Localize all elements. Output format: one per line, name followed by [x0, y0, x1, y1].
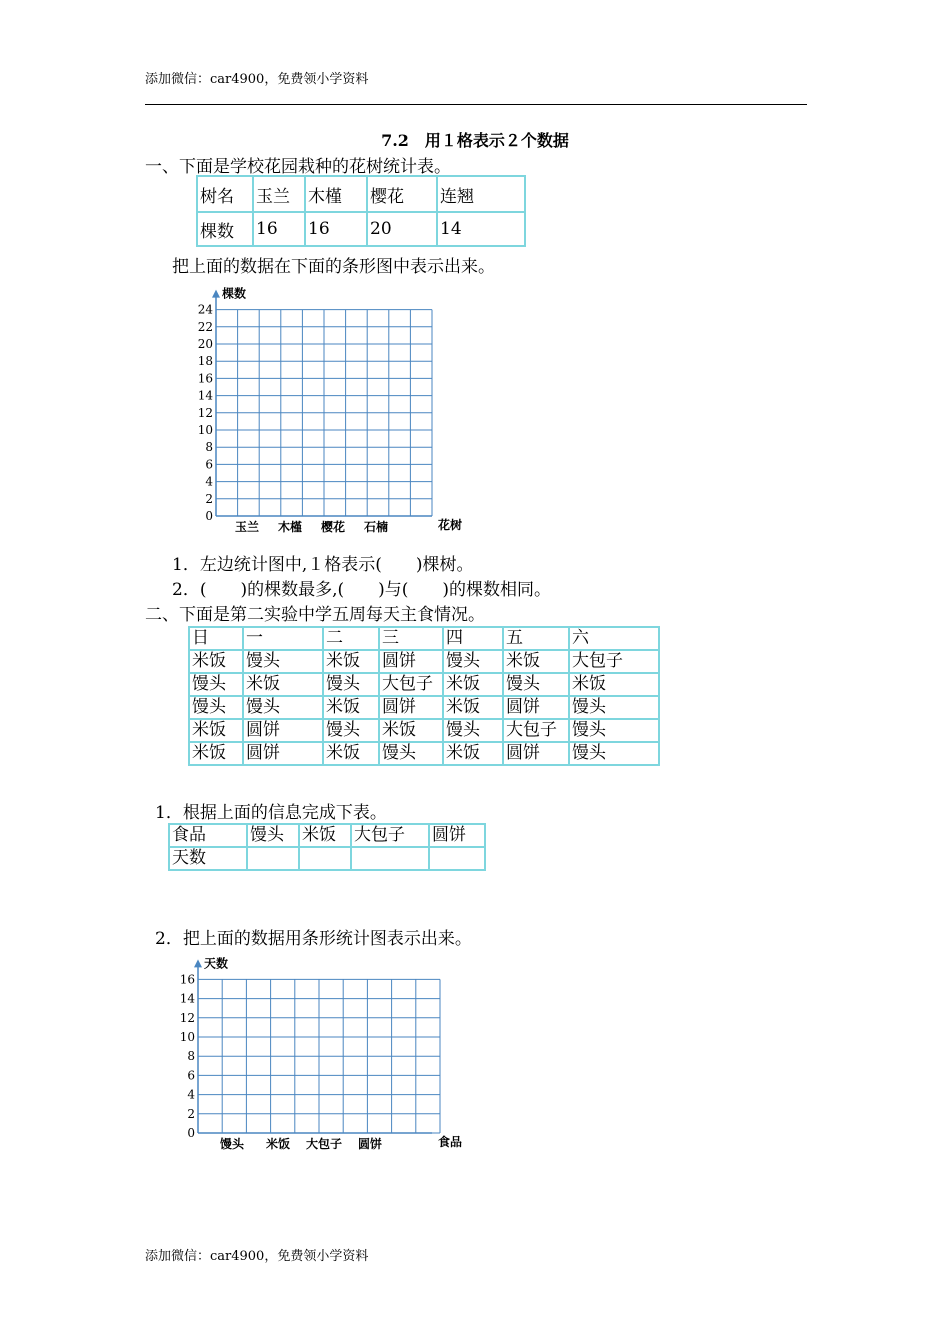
table-cell: 馒头: [189, 696, 243, 719]
table-row: [189, 650, 659, 673]
table-cell: 二: [323, 627, 379, 650]
y-tick-label: 12: [197, 405, 213, 420]
table-cell: 米饭: [379, 719, 443, 742]
table-cell: 五: [503, 627, 569, 650]
table-cell: 米饭: [323, 650, 379, 673]
y-tick-label: 14: [179, 991, 195, 1006]
x-axis-label: 花树: [438, 518, 463, 532]
table-cell: 馒头: [569, 719, 659, 742]
table-cell: 米饭: [189, 719, 243, 742]
section1-question-2: 2．( )的棵数最多,( )与( )的棵数相同。: [172, 580, 552, 600]
x-category-label: 大包子: [305, 1137, 343, 1151]
food-table: [188, 626, 660, 766]
table-cell: 天数: [169, 847, 247, 870]
x-category-label: 米饭: [265, 1137, 291, 1151]
y-tick-label: 8: [205, 440, 213, 455]
table-cell: 一: [243, 627, 323, 650]
section1-heading: 一、下面是学校花园栽种的花树统计表。: [145, 157, 451, 177]
food-bar-chart-grid: [170, 940, 480, 1155]
y-tick-label: 22: [197, 319, 213, 334]
section2-heading: 二、下面是第二实验中学五周每天主食情况。: [145, 605, 485, 625]
footer-note: 添加微信：car4900，免费领小学资料: [145, 1249, 369, 1264]
table-cell: 馒头: [569, 696, 659, 719]
table-cell: 馒头: [323, 673, 379, 696]
y-tick-label: 2: [205, 491, 213, 506]
table-cell: 三: [379, 627, 443, 650]
answer-cell[interactable]: [351, 847, 429, 870]
x-category-label: 木槿: [277, 520, 303, 534]
section1-instruction: 把上面的数据在下面的条形图中表示出来。: [172, 257, 495, 277]
table-cell: 六: [569, 627, 659, 650]
y-tick-label: 12: [179, 1010, 195, 1025]
header-note: 添加微信：car4900，免费领小学资料: [145, 72, 369, 87]
table-cell: 馒头: [243, 650, 323, 673]
table-cell: 玉兰: [253, 176, 305, 212]
y-tick-label: 6: [187, 1068, 195, 1083]
y-tick-label: 24: [197, 302, 213, 317]
table-cell: 馒头: [443, 719, 503, 742]
table-cell: 圆饼: [379, 696, 443, 719]
y-tick-label: 16: [197, 371, 213, 386]
table-cell: 馒头: [503, 673, 569, 696]
x-category-label: 樱花: [320, 520, 346, 534]
y-axis-arrow-icon: [194, 959, 202, 967]
table-cell: 日: [189, 627, 243, 650]
y-tick-label: 2: [187, 1106, 195, 1121]
section2-question-1: 1．根据上面的信息完成下表。: [155, 803, 387, 823]
page-title: 7.2 用１格表示２个数据: [381, 131, 569, 150]
tree-table: [196, 175, 526, 247]
table-cell: 米饭: [323, 696, 379, 719]
table-cell: 馒头: [443, 650, 503, 673]
y-tick-label: 10: [197, 423, 213, 437]
table-cell: 圆饼: [243, 742, 323, 765]
y-tick-label: 16: [179, 972, 195, 987]
table-row: [169, 847, 485, 870]
y-tick-label: 0: [205, 509, 213, 523]
answer-cell[interactable]: [247, 847, 299, 870]
table-cell: 棵数: [197, 212, 253, 246]
table-row: [197, 212, 525, 246]
table-cell: 大包子: [569, 650, 659, 673]
y-tick-label: 14: [197, 388, 213, 403]
y-axis-label: 天数: [204, 956, 229, 971]
x-category-label: 石楠: [363, 520, 389, 534]
table-cell: 食品: [169, 824, 247, 847]
answer-cell[interactable]: [429, 847, 485, 870]
table-cell: 米饭: [243, 673, 323, 696]
table-cell: 米饭: [569, 673, 659, 696]
y-tick-label: 4: [205, 474, 213, 489]
table-cell: 米饭: [443, 673, 503, 696]
section1-question-1: 1．左边统计图中,１格表示( )棵树。: [172, 555, 474, 575]
table-cell: 16: [305, 212, 367, 246]
y-axis-arrow-icon: [212, 290, 220, 298]
y-tick-label: 10: [179, 1030, 195, 1044]
x-category-label: 玉兰: [234, 520, 260, 534]
answer-cell[interactable]: [299, 847, 351, 870]
table-cell: 馒头: [569, 742, 659, 765]
table-row: [189, 696, 659, 719]
table-cell: 大包子: [503, 719, 569, 742]
table-cell: 圆饼: [429, 824, 485, 847]
table-cell: 大包子: [351, 824, 429, 847]
table-row: [189, 719, 659, 742]
table-row: [189, 673, 659, 696]
table-cell: 四: [443, 627, 503, 650]
y-axis-label: 棵数: [222, 286, 247, 301]
x-category-label: 圆饼: [357, 1137, 383, 1151]
table-cell: 米饭: [189, 742, 243, 765]
tree-bar-chart-grid: [180, 268, 480, 540]
table-cell: 米饭: [189, 650, 243, 673]
table-cell: 米饭: [323, 742, 379, 765]
table-cell: 馒头: [379, 742, 443, 765]
table-row: [197, 176, 525, 212]
y-tick-label: 20: [197, 337, 213, 351]
table-row: [189, 742, 659, 765]
table-cell: 米饭: [443, 742, 503, 765]
table-row: [189, 627, 659, 650]
y-tick-label: 18: [197, 354, 213, 369]
table-cell: 米饭: [299, 824, 351, 847]
table-cell: 米饭: [503, 650, 569, 673]
y-tick-label: 6: [205, 457, 213, 472]
y-tick-label: 0: [187, 1126, 195, 1140]
table-cell: 16: [253, 212, 305, 246]
table-cell: 木槿: [305, 176, 367, 212]
table-cell: 馒头: [247, 824, 299, 847]
y-tick-label: 4: [187, 1087, 195, 1102]
table-cell: 馒头: [323, 719, 379, 742]
table-cell: 樱花: [367, 176, 437, 212]
table-cell: 圆饼: [503, 696, 569, 719]
table-cell: 20: [367, 212, 437, 246]
x-axis-label: 食品: [438, 1135, 463, 1149]
food-count-table: [168, 823, 486, 871]
table-cell: 馒头: [243, 696, 323, 719]
table-cell: 连翘: [437, 176, 525, 212]
table-cell: 圆饼: [503, 742, 569, 765]
y-tick-label: 8: [187, 1049, 195, 1064]
table-row: [169, 824, 485, 847]
table-cell: 大包子: [379, 673, 443, 696]
table-cell: 馒头: [189, 673, 243, 696]
table-cell: 圆饼: [379, 650, 443, 673]
header-divider: [145, 104, 807, 105]
table-cell: 米饭: [443, 696, 503, 719]
table-cell: 圆饼: [243, 719, 323, 742]
table-cell: 树名: [197, 176, 253, 212]
table-cell: 14: [437, 212, 525, 246]
x-category-label: 馒头: [219, 1137, 245, 1151]
section2-question-2: 2．把上面的数据用条形统计图表示出来。: [155, 929, 472, 949]
